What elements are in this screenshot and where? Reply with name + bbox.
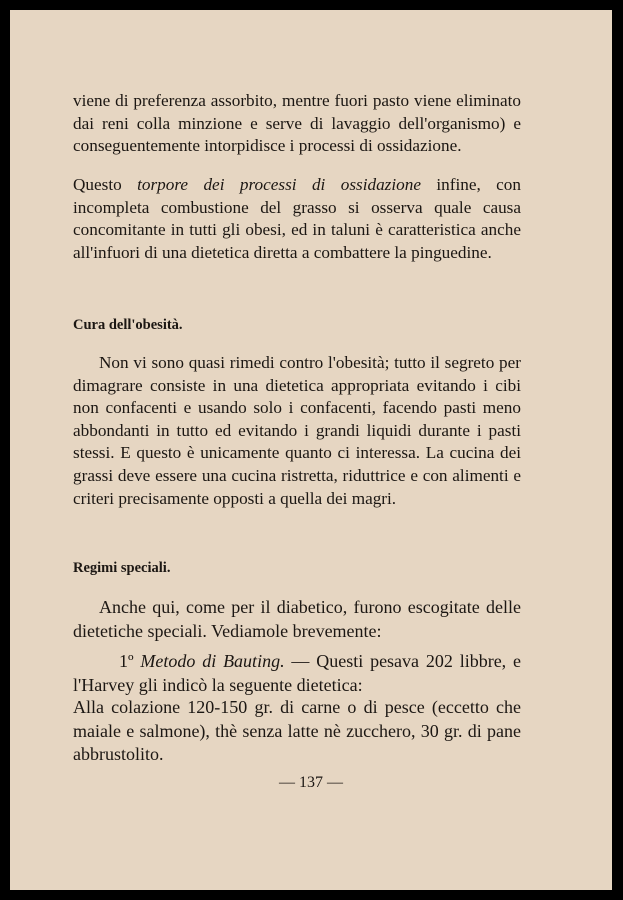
italic-metodo-title: Metodo di Bauting. [140,651,285,671]
paragraph-colazione: Alla colazione 120-150 gr. di carne o di pesce (eccetto che maiale e salmone), thè senza latte nè zucchero, 30 gr. di pane abbrustolito. [73,697,521,764]
paragraph-continuation: viene di preferenza assorbito, mentre fuori pasto viene eliminato dai reni colla minzione e serve di lavaggio dell'organismo) e conseguentemente intorpidisce i processi di ossidazione. [73,91,521,156]
paragraph-torpore-rest: infine, con incompleta combustione del grasso si osserva quale causa concomitante in tutti gli obesi, ed in taluni è caratteristica anche all'infuori di una dietetica diretta a combattere la pinguedine. [73,175,521,262]
paragraph-torpore [73,174,521,264]
book-page [10,10,612,890]
paragraph-torpore-start: Questo [73,175,138,194]
heading-cura-obesita: Cura dell'obesità. [73,317,183,333]
item-number: 1º [119,651,141,671]
heading-regimi-speciali: Regimi speciali. [73,560,171,576]
paragraph-metodo-rest: — Questi pesava 202 libbre, e l'Harvey gli indicò la seguente dietetica: [73,651,521,695]
page-number: — 137 — [279,774,343,791]
paragraph-cura: Non vi sono quasi rimedi contro l'obesità; tutto il segreto per dimagrare consiste in una dietetica appropriata evitando i cibi non confacenti e usando solo i confacenti, facendo pasti meno abbondanti in tutto ed evitando i grandi liquidi durante i pasti stessi. E questo è unicamente quanto ci interessa. La cucina dei grassi deve essere una cucina ristretta, riduttrice e con alimenti e criteri precisamente opposti a quella dei magri. [73,353,521,508]
italic-phrase-torpore: torpore dei processi di ossidazione [137,175,421,194]
paragraph-metodo-bauting [73,650,521,697]
paragraph-regimi: Anche qui, come per il diabetico, furono escogitate delle dietetiche speciali. Vediamole brevemente: [73,597,521,641]
